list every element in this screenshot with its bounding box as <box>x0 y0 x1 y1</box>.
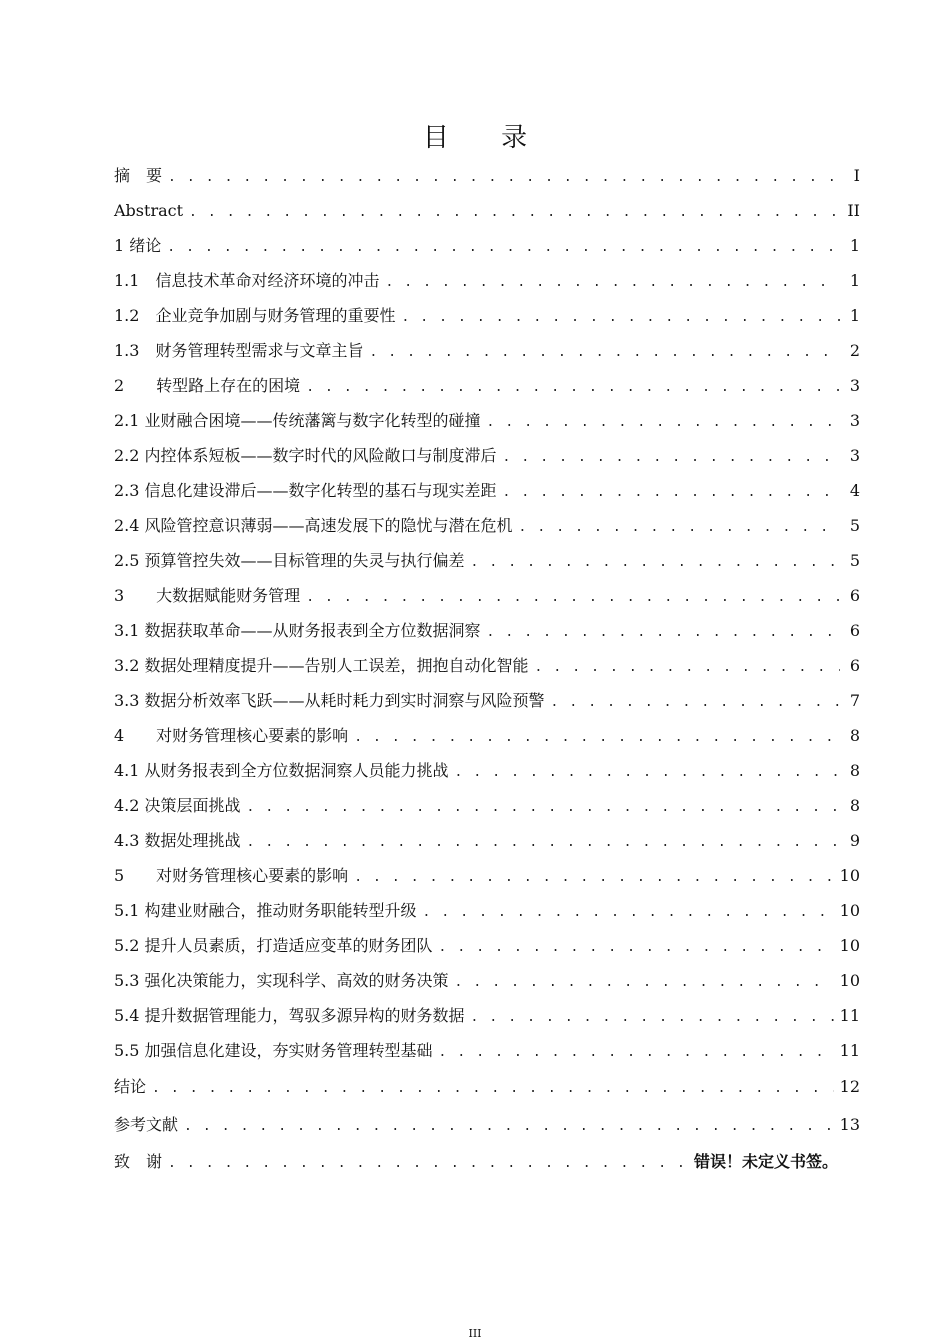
toc-entry-page: 12 <box>839 1077 860 1096</box>
toc-entry-acknowledgements[interactable] <box>114 1144 860 1179</box>
toc-entry-section-3-3[interactable] <box>114 683 860 718</box>
toc-entry-section-2-1[interactable] <box>114 403 860 438</box>
toc-entry-label: 4 对财务管理核心要素的影响 <box>114 726 349 745</box>
toc-dot-leader <box>471 1000 834 1035</box>
toc-dot-leader <box>455 965 834 1000</box>
toc-entry-references[interactable] <box>114 1106 860 1144</box>
toc-dot-leader <box>519 510 840 545</box>
toc-entry-page: 11 <box>839 1006 860 1025</box>
toc-entry-label: 5 对财务管理核心要素的影响 <box>114 866 349 885</box>
toc-entry-section-1-3[interactable] <box>114 333 860 368</box>
toc-entry-page: 8 <box>849 761 860 780</box>
toc-entry-label: 1 绪论 <box>114 236 162 255</box>
footer-page-number: III <box>468 1327 482 1340</box>
toc-entry-label: 结论 <box>114 1077 147 1096</box>
toc-entry-label: 致 谢 <box>114 1152 163 1171</box>
toc-dot-leader <box>455 755 840 790</box>
toc-entry-label: 1.1 信息技术革命对经济环境的冲击 <box>114 271 380 290</box>
toc-entry-section-5-3[interactable] <box>114 963 860 998</box>
toc-entry-section-2-4[interactable] <box>114 508 860 543</box>
toc-entry-label: 4.2 决策层面挑战 <box>114 796 241 815</box>
toc-entry-page: 1 <box>849 236 860 255</box>
toc-entry-section-5-2[interactable] <box>114 928 860 963</box>
toc-title: 目 录 <box>422 123 550 153</box>
toc-entry-chapter-1[interactable] <box>114 228 860 263</box>
toc-entry-page: 7 <box>849 691 860 710</box>
toc-bookmark-error: 错误！未定义书签。 <box>693 1152 838 1171</box>
toc-entry-label: 摘 要 <box>114 166 163 185</box>
toc-entry-section-2-5[interactable] <box>114 543 860 578</box>
toc-dot-leader <box>152 1070 834 1108</box>
toc-entry-label: 3.2 数据处理精度提升——告别人工误差，拥抱自动化智能 <box>114 656 529 675</box>
toc-entry-label: 3 大数据赋能财务管理 <box>114 586 301 605</box>
toc-dot-leader <box>354 860 833 895</box>
toc-entry-label: 2 转型路上存在的困境 <box>114 376 301 395</box>
toc-dot-leader <box>551 685 840 720</box>
toc-entry-page: 13 <box>839 1115 860 1134</box>
toc-entry-label: 5.1 构建业财融合，推动财务职能转型升级 <box>114 901 417 920</box>
toc-dot-leader <box>354 720 840 755</box>
toc-entry-page: 5 <box>849 516 860 535</box>
toc-dot-leader <box>401 300 840 335</box>
toc-entry-page: 10 <box>839 866 860 885</box>
toc-entry-label: 参考文献 <box>114 1115 179 1134</box>
toc-entry-section-4-2[interactable] <box>114 788 860 823</box>
toc-dot-leader <box>535 650 840 685</box>
toc-entry-label: 2.5 预算管控失效——目标管理的失灵与执行偏差 <box>114 551 465 570</box>
toc-entry-chapter-2[interactable] <box>114 368 860 403</box>
toc-entry-label: Abstract <box>114 201 184 220</box>
toc-dot-leader <box>247 825 840 860</box>
toc-entry-page: 6 <box>849 586 860 605</box>
toc-entry-page: 6 <box>849 656 860 675</box>
toc-entry-page: 5 <box>849 551 860 570</box>
toc-entry-label: 4.1 从财务报表到全方位数据洞察人员能力挑战 <box>114 761 449 780</box>
toc-entry-section-4-3[interactable] <box>114 823 860 858</box>
toc-entry-section-5-1[interactable] <box>114 893 860 928</box>
toc-dot-leader <box>184 1108 834 1146</box>
toc-dot-leader <box>503 475 840 510</box>
toc-dot-leader <box>369 335 840 370</box>
toc-entry-page: 10 <box>839 971 860 990</box>
toc-entry-label: 3.3 数据分析效率飞跃——从耗时耗力到实时洞察与风险预警 <box>114 691 545 710</box>
toc-entry-chapter-4[interactable] <box>114 718 860 753</box>
toc-dot-leader <box>189 195 840 230</box>
toc-entry-abstract-cn[interactable] <box>114 158 860 193</box>
toc-entry-label: 4.3 数据处理挑战 <box>114 831 241 850</box>
toc-dot-leader <box>247 790 840 825</box>
toc-entry-label: 5.2 提升人员素质，打造适应变革的财务团队 <box>114 936 433 955</box>
toc-entry-page: 6 <box>849 621 860 640</box>
toc-entry-page: I <box>853 166 860 185</box>
toc-entry-label: 2.4 风险管控意识薄弱——高速发展下的隐忧与潜在危机 <box>114 516 513 535</box>
toc-entry-label: 1.3 财务管理转型需求与文章主旨 <box>114 341 364 360</box>
toc-entry-page: 2 <box>849 341 860 360</box>
toc-dot-leader <box>439 930 834 965</box>
toc-dot-leader <box>168 1146 688 1181</box>
toc-entry-label: 2.3 信息化建设滞后——数字化转型的基石与现实差距 <box>114 481 497 500</box>
toc-entry-page: 8 <box>849 726 860 745</box>
toc-dot-leader <box>439 1035 834 1070</box>
toc-entry-conclusion[interactable] <box>114 1068 860 1106</box>
toc-entry-page: 3 <box>849 446 860 465</box>
toc-entry-section-5-5[interactable] <box>114 1033 860 1068</box>
toc-entry-abstract-en[interactable] <box>114 193 860 228</box>
toc-entry-label: 2.2 内控体系短板——数字时代的风险敞口与制度滞后 <box>114 446 497 465</box>
toc-dot-leader <box>487 615 840 650</box>
toc-entry-section-4-1[interactable] <box>114 753 860 788</box>
toc-entry-label: 5.4 提升数据管理能力，驾驭多源异构的财务数据 <box>114 1006 465 1025</box>
toc-dot-leader <box>167 230 840 265</box>
toc-entry-section-1-1[interactable] <box>114 263 860 298</box>
toc-dot-leader <box>385 265 840 300</box>
toc-entry-section-3-2[interactable] <box>114 648 860 683</box>
toc-entry-label: 3.1 数据获取革命——从财务报表到全方位数据洞察 <box>114 621 481 640</box>
toc-entry-page: 3 <box>849 411 860 430</box>
toc-entry-label: 2.1 业财融合困境——传统藩篱与数字化转型的碰撞 <box>114 411 481 430</box>
toc-dot-leader <box>306 580 840 615</box>
toc-entry-label: 5.3 强化决策能力，实现科学、高效的财务决策 <box>114 971 449 990</box>
toc-dot-leader <box>487 405 840 440</box>
toc-entry-page: 3 <box>849 376 860 395</box>
toc-entry-label: 1.2 企业竞争加剧与财务管理的重要性 <box>114 306 396 325</box>
toc-dot-leader <box>306 370 840 405</box>
toc-entry-page: II <box>847 201 860 220</box>
toc-entry-section-2-2[interactable] <box>114 438 860 473</box>
toc-entry-page: 9 <box>849 831 860 850</box>
toc-entry-section-1-2[interactable] <box>114 298 860 333</box>
toc-entry-label: 5.5 加强信息化建设，夯实财务管理转型基础 <box>114 1041 433 1060</box>
toc-dot-leader <box>471 545 840 580</box>
toc-entry-page: 1 <box>849 271 860 290</box>
toc-entry-section-2-3[interactable] <box>114 473 860 508</box>
table-of-contents <box>114 158 860 1179</box>
toc-entry-chapter-3[interactable] <box>114 578 860 613</box>
toc-entry-page: 10 <box>839 936 860 955</box>
toc-entry-page: 8 <box>849 796 860 815</box>
toc-entry-page: 1 <box>849 306 860 325</box>
toc-entry-section-3-1[interactable] <box>114 613 860 648</box>
toc-dot-leader <box>503 440 840 475</box>
toc-entry-section-5-4[interactable] <box>114 998 860 1033</box>
toc-entry-page: 10 <box>839 901 860 920</box>
toc-dot-leader <box>168 160 840 195</box>
toc-entry-page: 11 <box>839 1041 860 1060</box>
toc-dot-leader <box>423 895 834 930</box>
toc-entry-page: 4 <box>849 481 860 500</box>
toc-entry-chapter-5[interactable] <box>114 858 860 893</box>
